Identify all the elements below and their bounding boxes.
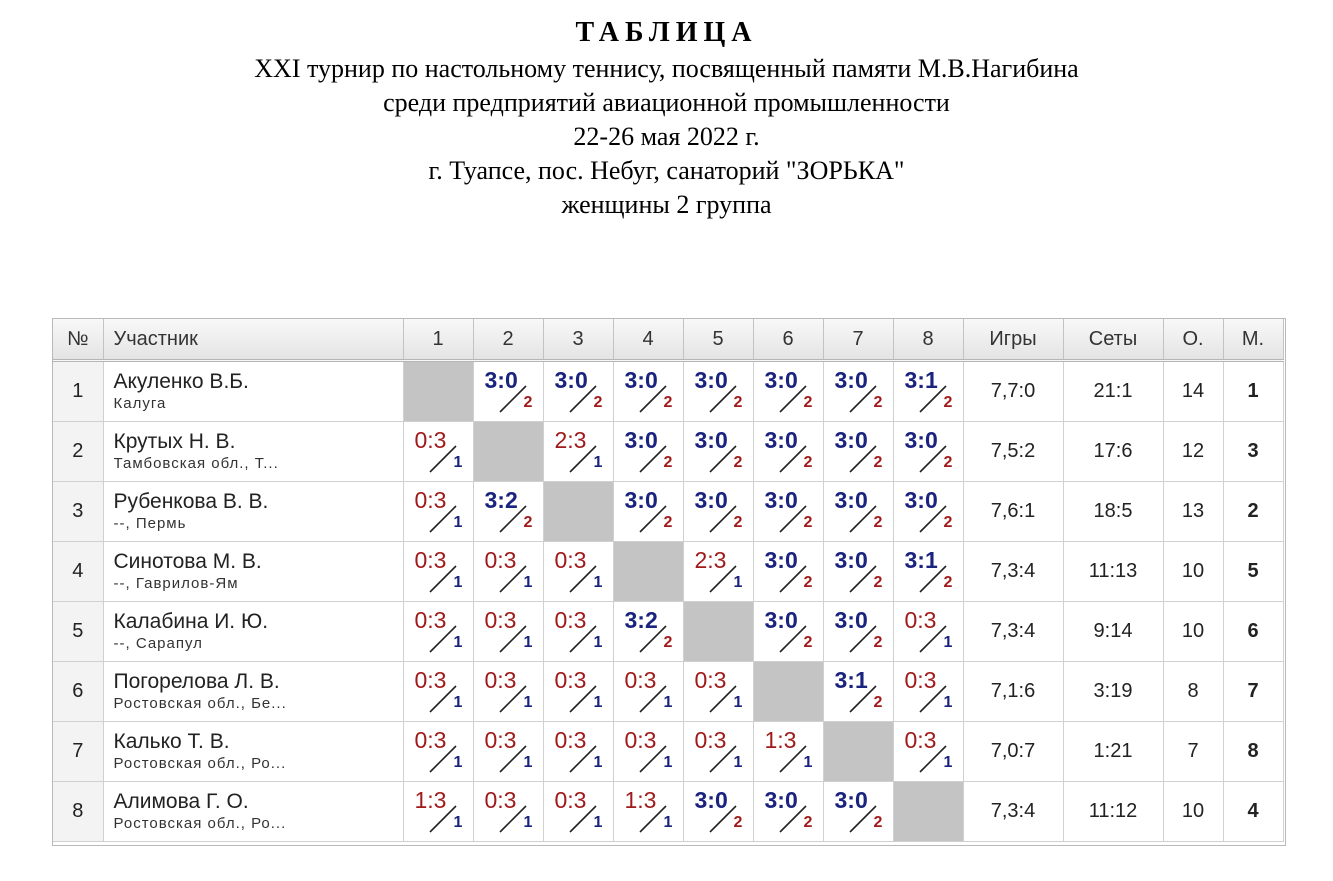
column-header[interactable]: Участник (103, 319, 403, 361)
match-points: 1 (943, 634, 953, 651)
match-result-cell[interactable] (543, 662, 613, 722)
self-match-cell (753, 662, 823, 722)
self-match-cell (613, 542, 683, 602)
points-total: 10 (1163, 602, 1223, 662)
final-place: 6 (1223, 602, 1283, 662)
match-points: 1 (663, 754, 673, 771)
match-result-cell[interactable] (473, 542, 543, 602)
points-total: 10 (1163, 542, 1223, 602)
games-total: 7,6:1 (963, 482, 1063, 542)
column-header[interactable]: М. (1223, 319, 1283, 361)
participant-city: Ростовская обл., Ро... (113, 814, 287, 832)
match-result-cell[interactable] (893, 482, 963, 542)
match-points: 1 (733, 694, 743, 711)
match-score: 0:3 (414, 727, 447, 753)
match-result-cell[interactable] (683, 722, 753, 782)
table-row[interactable] (53, 482, 1283, 542)
table-header-row (53, 319, 1283, 361)
match-points: 2 (523, 394, 533, 411)
match-points: 1 (593, 814, 603, 831)
match-result-cell[interactable] (543, 602, 613, 662)
column-header[interactable]: 3 (543, 319, 613, 361)
results-table (53, 319, 1284, 842)
match-points: 2 (803, 574, 813, 591)
sets-total: 3:19 (1063, 662, 1163, 722)
tournament-name: XXI турнир по настольному теннису, посвященный памяти М.В.Нагибина (254, 54, 1079, 83)
games-total: 7,3:4 (963, 602, 1063, 662)
points-total: 7 (1163, 722, 1223, 782)
match-result-cell[interactable] (473, 782, 543, 842)
match-result-cell[interactable] (473, 361, 543, 422)
match-score: 3:0 (694, 487, 728, 513)
match-result-cell[interactable] (613, 722, 683, 782)
match-result-cell[interactable] (473, 602, 543, 662)
match-points: 1 (593, 574, 603, 591)
participant-city: Калуга (113, 394, 167, 412)
match-points: 1 (523, 634, 533, 651)
tournament-location: г. Туапсе, пос. Небуг, санаторий "ЗОРЬКА" (428, 156, 905, 185)
match-score: 0:3 (554, 787, 587, 813)
row-number: 4 (53, 542, 103, 602)
self-match-cell (403, 361, 473, 422)
column-header[interactable]: Сеты (1063, 319, 1163, 361)
final-place: 8 (1223, 722, 1283, 782)
sets-total: 17:6 (1063, 422, 1163, 482)
match-score: 1:3 (414, 787, 447, 813)
match-points: 2 (733, 814, 743, 831)
match-score: 3:0 (764, 487, 798, 513)
match-result-cell[interactable] (613, 662, 683, 722)
self-match-cell (473, 422, 543, 482)
final-place: 1 (1223, 361, 1283, 422)
participant-cell (103, 422, 403, 482)
match-points: 2 (803, 454, 813, 471)
participant-cell (103, 361, 403, 422)
match-points: 1 (593, 454, 603, 471)
results-table-frame (52, 318, 1286, 846)
table-row[interactable] (53, 662, 1283, 722)
match-result-cell[interactable] (473, 722, 543, 782)
row-number: 2 (53, 422, 103, 482)
match-result-cell[interactable] (683, 542, 753, 602)
match-score: 3:0 (694, 367, 728, 393)
match-points: 1 (453, 754, 463, 771)
match-result-cell[interactable] (753, 361, 823, 422)
match-score: 3:0 (764, 607, 798, 633)
match-score: 2:3 (554, 427, 587, 453)
match-result-cell[interactable] (823, 602, 893, 662)
match-points: 1 (453, 814, 463, 831)
match-result-cell[interactable] (473, 662, 543, 722)
match-score: 0:3 (414, 427, 447, 453)
points-total: 13 (1163, 482, 1223, 542)
match-score: 3:0 (834, 607, 868, 633)
participant-cell (103, 722, 403, 782)
table-row[interactable] (53, 722, 1283, 782)
table-row[interactable] (53, 361, 1283, 422)
match-score: 3:0 (694, 787, 728, 813)
match-points: 1 (593, 754, 603, 771)
match-points: 2 (803, 394, 813, 411)
match-score: 3:0 (834, 487, 868, 513)
match-score: 0:3 (904, 667, 937, 693)
match-points: 2 (663, 394, 673, 411)
match-points: 1 (523, 754, 533, 771)
match-points: 2 (523, 514, 533, 531)
match-points: 1 (453, 514, 463, 531)
participant-name: Калько Т. В. (113, 729, 230, 753)
final-place: 2 (1223, 482, 1283, 542)
match-score: 0:3 (554, 607, 587, 633)
match-points: 1 (733, 574, 743, 591)
self-match-cell (543, 482, 613, 542)
match-score: 0:3 (484, 787, 517, 813)
match-points: 1 (663, 694, 673, 711)
match-points: 1 (453, 634, 463, 651)
match-result-cell[interactable] (613, 782, 683, 842)
match-result-cell[interactable] (613, 602, 683, 662)
final-place: 3 (1223, 422, 1283, 482)
participant-name: Синотова М. В. (113, 549, 262, 573)
sets-total: 9:14 (1063, 602, 1163, 662)
table-row[interactable] (53, 782, 1283, 842)
match-points: 1 (803, 754, 813, 771)
match-points: 2 (943, 454, 953, 471)
participant-city: --, Гаврилов-Ям (113, 574, 239, 592)
match-score: 3:0 (694, 427, 728, 453)
match-points: 2 (873, 574, 883, 591)
column-header[interactable]: 5 (683, 319, 753, 361)
match-result-cell[interactable] (823, 361, 893, 422)
table-row[interactable] (53, 602, 1283, 662)
document-heading (0, 14, 1333, 222)
match-result-cell[interactable] (543, 542, 613, 602)
match-score: 0:3 (694, 667, 727, 693)
match-result-cell[interactable] (753, 722, 823, 782)
match-points: 2 (803, 514, 813, 531)
match-result-cell[interactable] (403, 422, 473, 482)
match-result-cell[interactable] (403, 722, 473, 782)
match-score: 0:3 (554, 547, 587, 573)
participant-city: Ростовская обл., Ро... (113, 754, 287, 772)
participant-city: Ростовская обл., Бе... (113, 694, 287, 712)
self-match-cell (683, 602, 753, 662)
participant-name: Алимова Г. О. (113, 789, 249, 813)
row-number: 8 (53, 782, 103, 842)
participant-cell (103, 602, 403, 662)
match-points: 2 (733, 394, 743, 411)
games-total: 7,5:2 (963, 422, 1063, 482)
column-header[interactable]: О. (1163, 319, 1223, 361)
match-points: 2 (733, 454, 743, 471)
row-number: 6 (53, 662, 103, 722)
match-points: 2 (943, 394, 953, 411)
games-total: 7,3:4 (963, 542, 1063, 602)
match-points: 1 (943, 754, 953, 771)
match-score: 3:0 (904, 487, 938, 513)
participant-cell (103, 662, 403, 722)
match-score: 0:3 (694, 727, 727, 753)
match-points: 1 (733, 754, 743, 771)
document-title: ТАБЛИЦА (575, 17, 758, 48)
match-score: 3:0 (764, 787, 798, 813)
match-result-cell[interactable] (683, 422, 753, 482)
match-points: 2 (593, 394, 603, 411)
match-result-cell[interactable] (823, 542, 893, 602)
match-score: 1:3 (764, 727, 797, 753)
match-score: 3:2 (624, 607, 658, 633)
participant-cell (103, 782, 403, 842)
final-place: 7 (1223, 662, 1283, 722)
match-result-cell[interactable] (753, 542, 823, 602)
sets-total: 11:13 (1063, 542, 1163, 602)
match-result-cell[interactable] (893, 542, 963, 602)
self-match-cell (893, 782, 963, 842)
match-result-cell[interactable] (753, 782, 823, 842)
column-header[interactable]: 2 (473, 319, 543, 361)
match-result-cell[interactable] (683, 662, 753, 722)
match-score: 3:0 (764, 427, 798, 453)
participant-city: Тамбовская обл., Т... (113, 454, 279, 472)
match-result-cell[interactable] (893, 361, 963, 422)
match-result-cell[interactable] (893, 662, 963, 722)
match-score: 0:3 (414, 607, 447, 633)
match-points: 2 (663, 514, 673, 531)
match-result-cell[interactable] (613, 422, 683, 482)
sets-total: 18:5 (1063, 482, 1163, 542)
games-total: 7,3:4 (963, 782, 1063, 842)
match-result-cell[interactable] (543, 422, 613, 482)
match-points: 1 (593, 694, 603, 711)
match-score: 0:3 (414, 667, 447, 693)
match-points: 2 (803, 634, 813, 651)
column-header[interactable]: 1 (403, 319, 473, 361)
match-points: 2 (733, 514, 743, 531)
match-score: 0:3 (904, 727, 937, 753)
match-score: 3:0 (624, 427, 658, 453)
match-result-cell[interactable] (403, 482, 473, 542)
match-result-cell[interactable] (403, 662, 473, 722)
match-result-cell[interactable] (893, 422, 963, 482)
match-score: 3:1 (904, 547, 938, 573)
match-points: 1 (523, 574, 533, 591)
participant-name: Калабина И. Ю. (113, 609, 269, 633)
games-total: 7,1:6 (963, 662, 1063, 722)
match-score: 1:3 (624, 787, 657, 813)
table-row[interactable] (53, 542, 1283, 602)
sets-total: 11:12 (1063, 782, 1163, 842)
table-row[interactable] (53, 422, 1283, 482)
match-result-cell[interactable] (683, 482, 753, 542)
points-total: 12 (1163, 422, 1223, 482)
match-points: 1 (453, 454, 463, 471)
match-points: 1 (943, 694, 953, 711)
match-score: 3:0 (624, 487, 658, 513)
participant-name: Погорелова Л. В. (113, 669, 280, 693)
participant-cell (103, 542, 403, 602)
match-score: 3:0 (834, 427, 868, 453)
match-result-cell[interactable] (753, 602, 823, 662)
match-score: 0:3 (414, 487, 447, 513)
match-score: 3:1 (904, 367, 938, 393)
match-points: 2 (873, 634, 883, 651)
points-total: 14 (1163, 361, 1223, 422)
tournament-dates: 22-26 мая 2022 г. (573, 122, 760, 151)
games-total: 7,0:7 (963, 722, 1063, 782)
row-number: 5 (53, 602, 103, 662)
match-points: 2 (873, 454, 883, 471)
match-result-cell[interactable] (543, 361, 613, 422)
match-score: 3:1 (834, 667, 868, 693)
column-header[interactable]: Игры (963, 319, 1063, 361)
sets-total: 21:1 (1063, 361, 1163, 422)
match-score: 0:3 (904, 607, 937, 633)
match-result-cell[interactable] (823, 662, 893, 722)
match-points: 1 (523, 814, 533, 831)
column-header[interactable]: № (53, 319, 103, 361)
match-result-cell[interactable] (403, 782, 473, 842)
match-points: 2 (943, 514, 953, 531)
match-score: 3:2 (484, 487, 518, 513)
match-score: 3:0 (484, 367, 518, 393)
participant-cell (103, 482, 403, 542)
match-result-cell[interactable] (543, 722, 613, 782)
column-header[interactable]: 4 (613, 319, 683, 361)
match-points: 2 (873, 394, 883, 411)
match-points: 1 (593, 634, 603, 651)
match-result-cell[interactable] (683, 361, 753, 422)
match-result-cell[interactable] (473, 482, 543, 542)
participant-city: --, Сарапул (113, 634, 203, 652)
participant-name: Крутых Н. В. (113, 429, 236, 453)
match-result-cell[interactable] (403, 602, 473, 662)
match-points: 2 (873, 514, 883, 531)
match-result-cell[interactable] (613, 482, 683, 542)
match-score: 3:0 (834, 547, 868, 573)
match-result-cell[interactable] (823, 422, 893, 482)
match-score: 3:0 (834, 367, 868, 393)
row-number: 1 (53, 361, 103, 422)
match-score: 0:3 (554, 727, 587, 753)
match-score: 3:0 (904, 427, 938, 453)
match-points: 2 (663, 634, 673, 651)
match-score: 0:3 (484, 607, 517, 633)
match-result-cell[interactable] (543, 782, 613, 842)
final-place: 5 (1223, 542, 1283, 602)
self-match-cell (823, 722, 893, 782)
match-points: 1 (663, 814, 673, 831)
match-score: 0:3 (414, 547, 447, 573)
match-points: 1 (453, 694, 463, 711)
games-total: 7,7:0 (963, 361, 1063, 422)
match-result-cell[interactable] (823, 782, 893, 842)
sets-total: 1:21 (1063, 722, 1163, 782)
match-result-cell[interactable] (893, 722, 963, 782)
match-score: 0:3 (484, 667, 517, 693)
column-header[interactable]: 7 (823, 319, 893, 361)
column-header[interactable]: 8 (893, 319, 963, 361)
match-score: 3:0 (834, 787, 868, 813)
match-result-cell[interactable] (753, 482, 823, 542)
match-score: 3:0 (554, 367, 588, 393)
match-score: 3:0 (624, 367, 658, 393)
row-number: 7 (53, 722, 103, 782)
match-score: 3:0 (764, 367, 798, 393)
match-points: 2 (663, 454, 673, 471)
match-points: 2 (943, 574, 953, 591)
column-header[interactable]: 6 (753, 319, 823, 361)
match-points: 2 (873, 814, 883, 831)
match-result-cell[interactable] (403, 542, 473, 602)
participant-name: Акуленко В.Б. (113, 369, 249, 393)
match-result-cell[interactable] (753, 422, 823, 482)
tournament-group: женщины 2 группа (561, 190, 772, 219)
match-score: 0:3 (624, 667, 657, 693)
match-score: 3:0 (764, 547, 798, 573)
row-number: 3 (53, 482, 103, 542)
points-total: 8 (1163, 662, 1223, 722)
match-score: 0:3 (624, 727, 657, 753)
match-score: 0:3 (484, 727, 517, 753)
match-points: 1 (453, 574, 463, 591)
match-result-cell[interactable] (893, 602, 963, 662)
match-result-cell[interactable] (613, 361, 683, 422)
match-points: 1 (523, 694, 533, 711)
participant-name: Рубенкова В. В. (113, 489, 269, 513)
match-points: 2 (803, 814, 813, 831)
match-score: 2:3 (694, 547, 727, 573)
points-total: 10 (1163, 782, 1223, 842)
match-result-cell[interactable] (823, 482, 893, 542)
match-score: 0:3 (554, 667, 587, 693)
match-points: 2 (873, 694, 883, 711)
match-score: 0:3 (484, 547, 517, 573)
tournament-subtitle: среди предприятий авиационной промышленности (383, 88, 950, 117)
participant-city: --, Пермь (113, 514, 187, 532)
match-result-cell[interactable] (683, 782, 753, 842)
final-place: 4 (1223, 782, 1283, 842)
